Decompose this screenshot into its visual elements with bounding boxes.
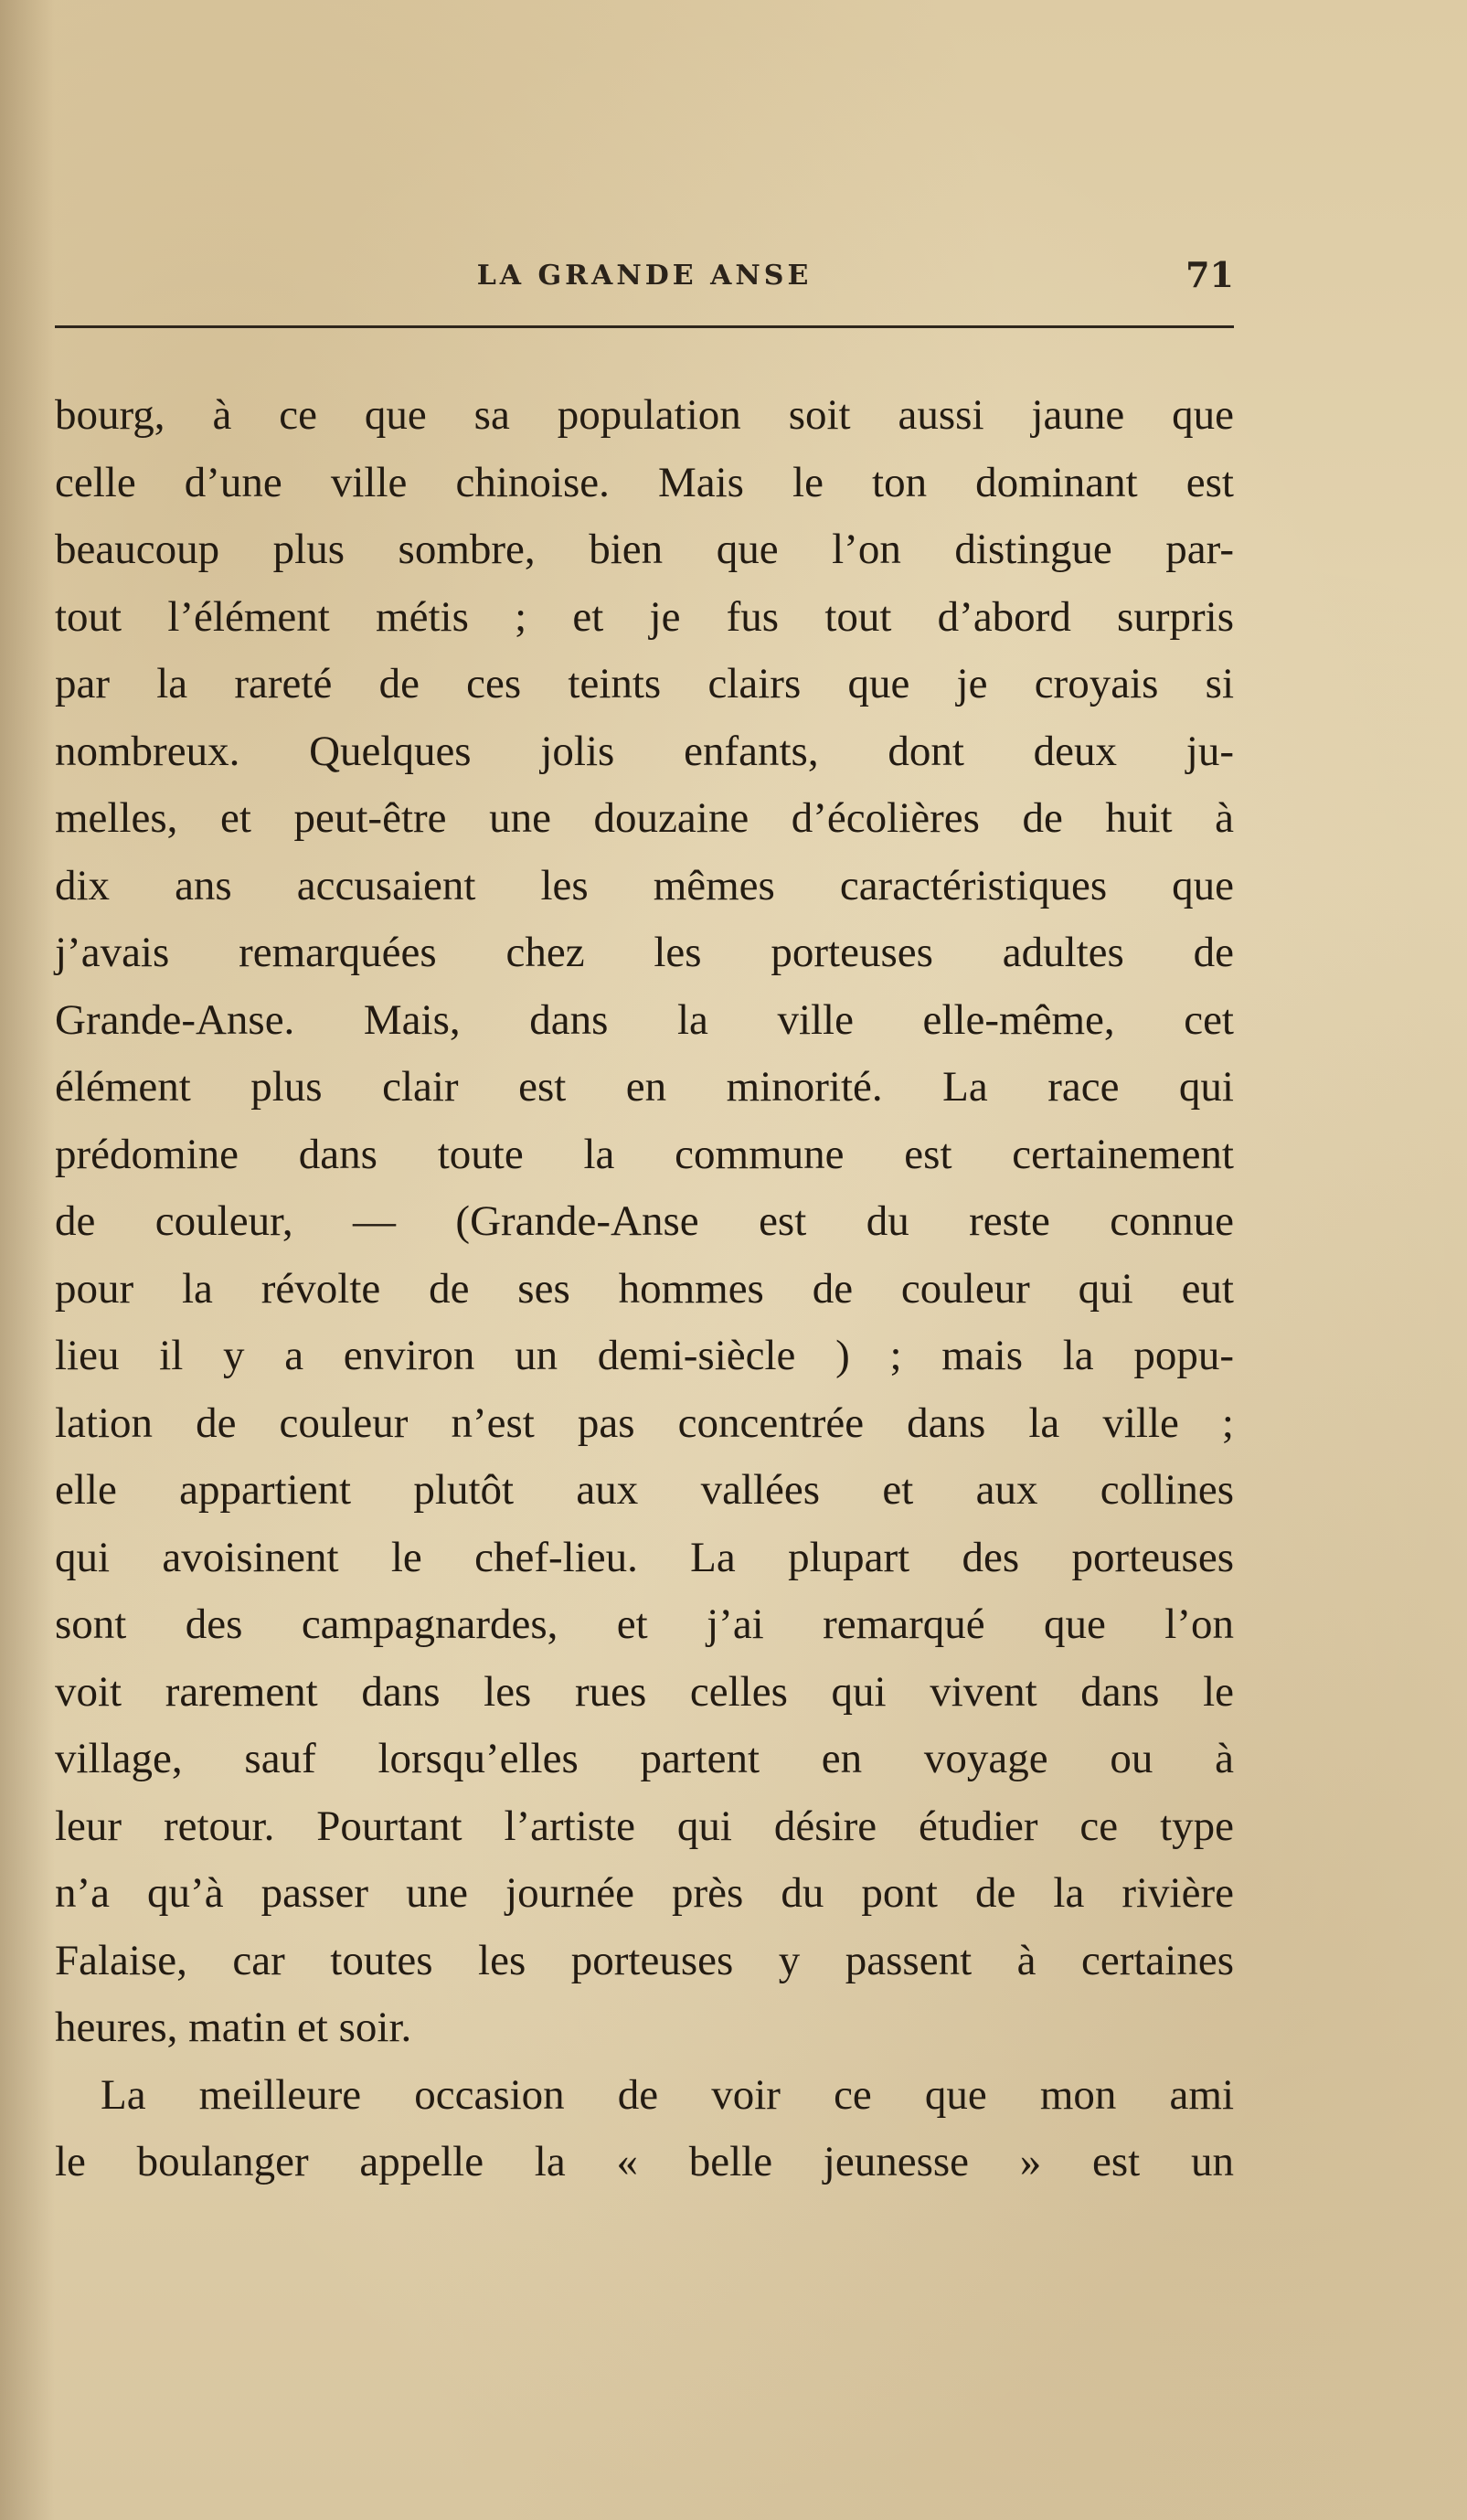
text-line: Grande-Anse. Mais, dans la ville elle-même, cet: [55, 995, 1234, 1044]
body-text: [55, 382, 1234, 2196]
spine-shadow: [0, 0, 55, 2520]
text-line: élément plus clair est en minorité. La race qui: [55, 1063, 1234, 1111]
text-line: de couleur, — (Grande-Anse est du reste connue: [55, 1197, 1234, 1245]
header-rule: [55, 325, 1234, 328]
text-line: bourg, à ce que sa population soit aussi jaune que: [55, 391, 1234, 439]
text-line: nombreux. Quelques jolis enfants, dont deux ju-: [55, 727, 1234, 775]
text-line: dix ans accusaient les mêmes caractéristiques que: [55, 861, 1234, 909]
text-line: lation de couleur n’est pas concentrée dans la ville ;: [55, 1398, 1234, 1447]
text-line: melles, et peut-être une douzaine d’écolières de huit à: [55, 794, 1234, 842]
text-line: voit rarement dans les rues celles qui vivent dans le: [55, 1667, 1234, 1716]
text-line: n’a qu’à passer une journée près du pont de la rivière: [55, 1869, 1234, 1917]
text-line: sont des campagnardes, et j’ai remarqué que l’on: [55, 1600, 1234, 1648]
text-line: celle d’une ville chinoise. Mais le ton dominant est: [55, 458, 1234, 506]
text-line: pour la révolte de ses hommes de couleur qui eut: [55, 1264, 1234, 1313]
text-line: le boulanger appelle la « belle jeunesse » est un: [55, 2138, 1234, 2185]
text-line: leur retour. Pourtant l’artiste qui désire étudier ce type: [55, 1802, 1234, 1850]
text-line: qui avoisinent le chef-lieu. La plupart des porteuses: [55, 1533, 1234, 1581]
paragraph-end-line: heures, matin et soir.: [55, 2004, 412, 2051]
text-line: j’avais remarquées chez les porteuses adultes de: [55, 929, 1234, 976]
text-line: village, sauf lorsqu’elles partent en voyage ou à: [55, 1735, 1234, 1782]
text-line: prédomine dans toute la commune est certainement: [55, 1130, 1234, 1178]
page-header: [55, 254, 1234, 300]
text-line: tout l’élément métis ; et je fus tout d’abord surpris: [55, 592, 1234, 641]
page-number: 71: [1185, 254, 1234, 295]
text-line: lieu il y a environ un demi-siècle ) ; mais la popu-: [55, 1332, 1234, 1379]
text-line: beaucoup plus sombre, bien que l’on distingue par-: [55, 526, 1234, 573]
text-line: elle appartient plutôt aux vallées et aux collines: [55, 1466, 1234, 1514]
text-line: Falaise, car toutes les porteuses y passent à certaines: [55, 1936, 1234, 1984]
paragraph-start-line: La meilleure occasion de voir ce que mon ami: [101, 2070, 1234, 2119]
text-line: par la rareté de ces teints clairs que je croyais si: [55, 660, 1234, 707]
running-title: LA GRANDE ANSE: [476, 260, 813, 292]
